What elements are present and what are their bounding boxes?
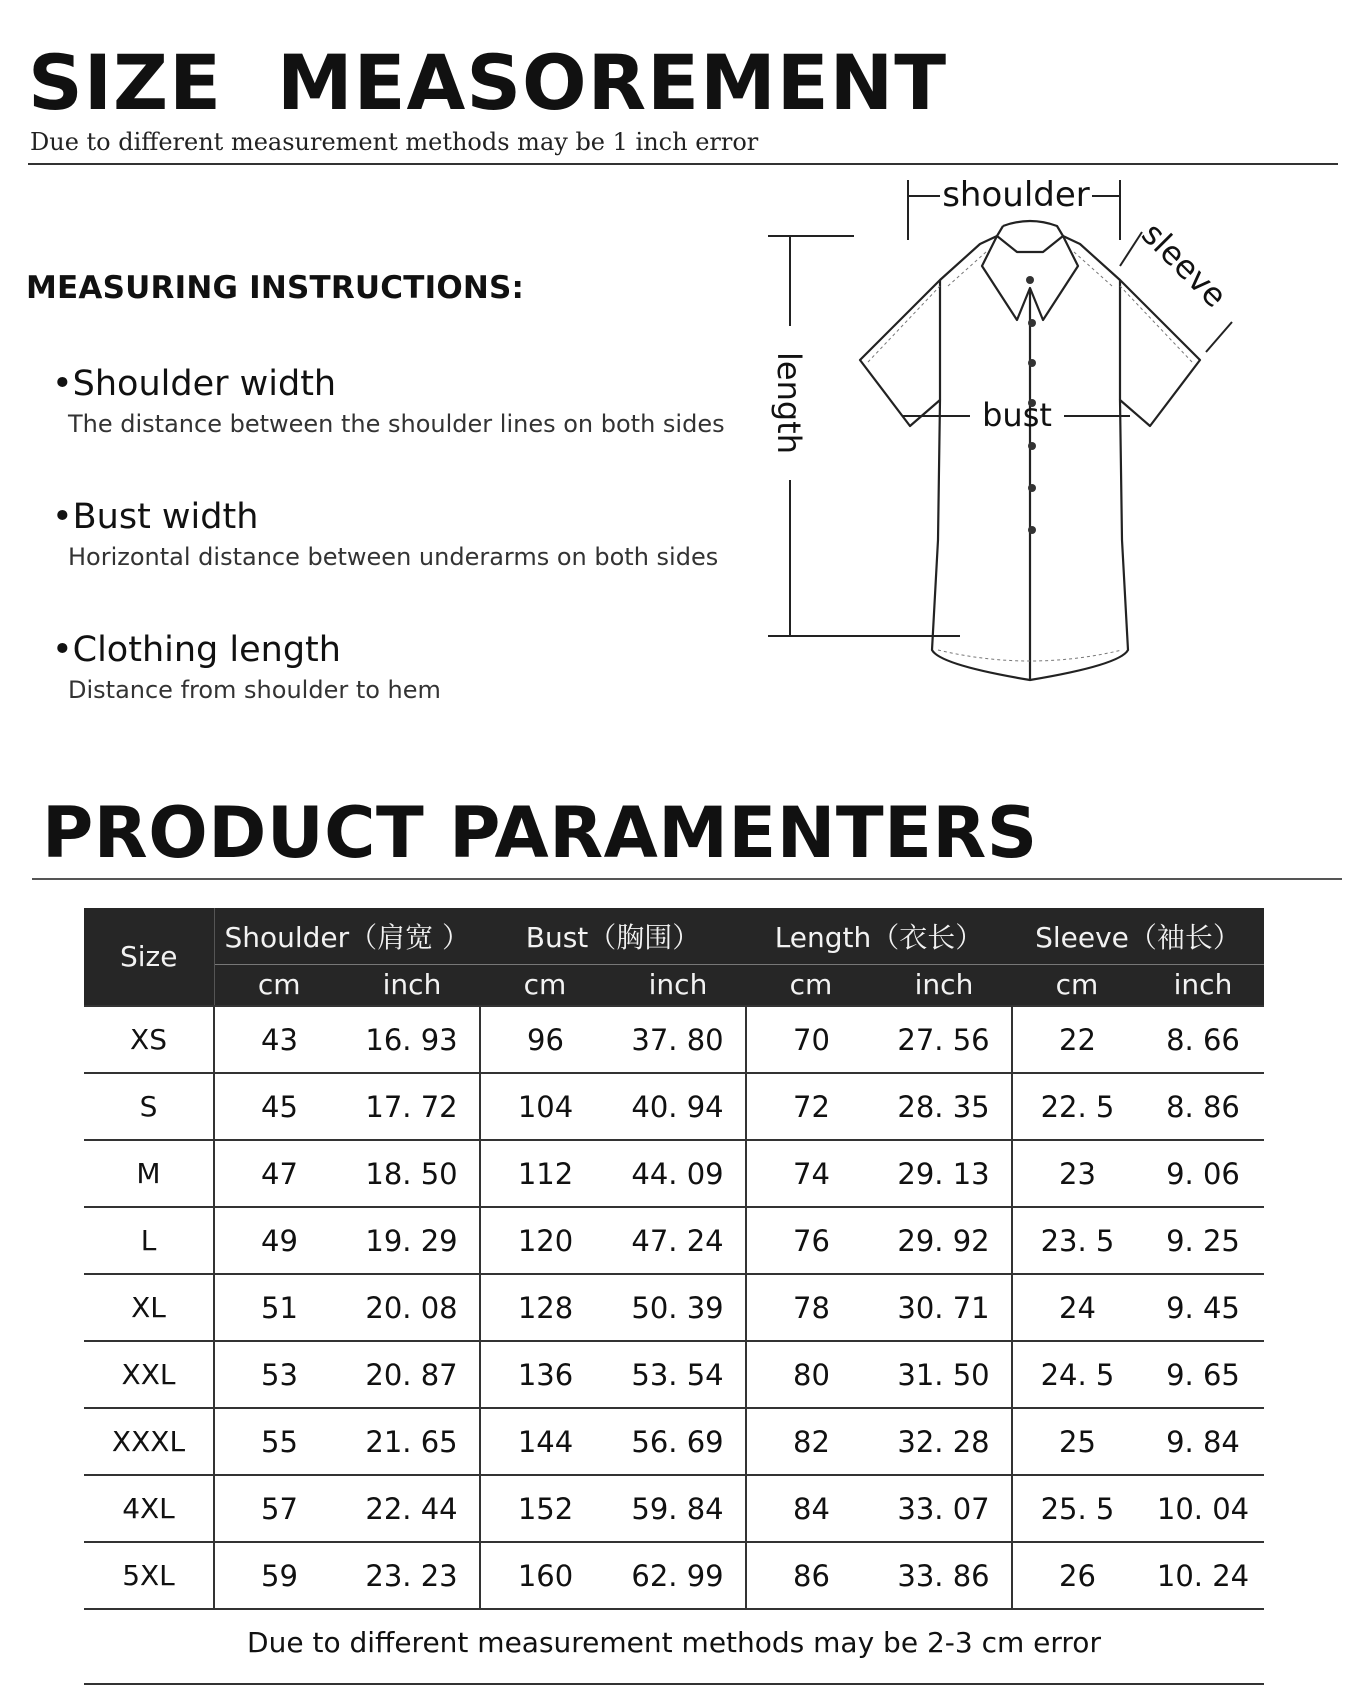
- size-cell: 4XL: [84, 1475, 214, 1542]
- sleeve-header: Sleeve（袖长）: [1012, 908, 1264, 964]
- instruction-bust: [52, 497, 718, 571]
- value-cell: 25. 5: [1012, 1475, 1142, 1542]
- divider: [84, 1683, 1264, 1685]
- divider: [28, 163, 1338, 165]
- value-cell: 59. 84: [610, 1475, 746, 1542]
- value-cell: 22: [1012, 1006, 1142, 1073]
- shirt-outline: [860, 221, 1200, 680]
- table-row: [84, 1006, 1264, 1073]
- table-row: [84, 1073, 1264, 1140]
- value-cell: 9. 84: [1142, 1408, 1264, 1475]
- value-cell: 28. 35: [876, 1073, 1012, 1140]
- size-cell: M: [84, 1140, 214, 1207]
- value-cell: 21. 65: [344, 1408, 480, 1475]
- size-cell: XS: [84, 1006, 214, 1073]
- table-error-note: Due to different measurement methods may be 2-3 cm error: [247, 1626, 1101, 1659]
- value-cell: 53. 54: [610, 1341, 746, 1408]
- unit-header: inch: [610, 964, 746, 1006]
- table-row: [84, 1542, 1264, 1609]
- size-cell: XXXL: [84, 1408, 214, 1475]
- value-cell: 51: [214, 1274, 344, 1341]
- value-cell: 40. 94: [610, 1073, 746, 1140]
- value-cell: 50. 39: [610, 1274, 746, 1341]
- value-cell: 160: [480, 1542, 610, 1609]
- value-cell: 20. 87: [344, 1341, 480, 1408]
- value-cell: 9. 45: [1142, 1274, 1264, 1341]
- shoulder-label: shoulder: [942, 175, 1090, 215]
- value-cell: 30. 71: [876, 1274, 1012, 1341]
- sleeve-label: sleeve: [1134, 214, 1235, 315]
- value-cell: 16. 93: [344, 1006, 480, 1073]
- instruction-name: •Shoulder width: [52, 364, 337, 404]
- unit-header: cm: [1012, 964, 1142, 1006]
- instruction-name: •Clothing length: [52, 630, 341, 670]
- value-cell: 44. 09: [610, 1140, 746, 1207]
- value-cell: 37. 80: [610, 1006, 746, 1073]
- value-cell: 49: [214, 1207, 344, 1274]
- size-cell: XL: [84, 1274, 214, 1341]
- size-column-header: Size: [84, 908, 214, 1006]
- value-cell: 33. 07: [876, 1475, 1012, 1542]
- size-cell: XXL: [84, 1341, 214, 1408]
- value-cell: 86: [746, 1542, 876, 1609]
- unit-header: inch: [876, 964, 1012, 1006]
- value-cell: 22. 5: [1012, 1073, 1142, 1140]
- value-cell: 23: [1012, 1140, 1142, 1207]
- value-cell: 82: [746, 1408, 876, 1475]
- value-cell: 9. 65: [1142, 1341, 1264, 1408]
- size-chart-table: [84, 908, 1264, 1610]
- value-cell: 74: [746, 1140, 876, 1207]
- length-label: length: [770, 352, 808, 454]
- value-cell: 56. 69: [610, 1408, 746, 1475]
- length-header: Length（衣长）: [746, 908, 1012, 964]
- value-cell: 152: [480, 1475, 610, 1542]
- measurement-error-note: Due to different measurement methods may be 1 inch error: [30, 128, 759, 156]
- table-row: [84, 1341, 1264, 1408]
- value-cell: 144: [480, 1408, 610, 1475]
- value-cell: 31. 50: [876, 1341, 1012, 1408]
- value-cell: 8. 86: [1142, 1073, 1264, 1140]
- value-cell: 78: [746, 1274, 876, 1341]
- value-cell: 23. 23: [344, 1542, 480, 1609]
- instruction-length: [52, 630, 441, 704]
- value-cell: 22. 44: [344, 1475, 480, 1542]
- value-cell: 47: [214, 1140, 344, 1207]
- value-cell: 17. 72: [344, 1073, 480, 1140]
- value-cell: 43: [214, 1006, 344, 1073]
- divider: [32, 878, 1342, 880]
- value-cell: 72: [746, 1073, 876, 1140]
- bust-label: bust: [982, 396, 1052, 434]
- size-cell: 5XL: [84, 1542, 214, 1609]
- bust-header: Bust（胸围）: [480, 908, 746, 964]
- value-cell: 10. 24: [1142, 1542, 1264, 1609]
- value-cell: 104: [480, 1073, 610, 1140]
- value-cell: 20. 08: [344, 1274, 480, 1341]
- value-cell: 76: [746, 1207, 876, 1274]
- instruction-name: •Bust width: [52, 497, 259, 537]
- value-cell: 70: [746, 1006, 876, 1073]
- table-row: [84, 1408, 1264, 1475]
- unit-header: inch: [344, 964, 480, 1006]
- value-cell: 32. 28: [876, 1408, 1012, 1475]
- value-cell: 128: [480, 1274, 610, 1341]
- size-cell: L: [84, 1207, 214, 1274]
- value-cell: 8. 66: [1142, 1006, 1264, 1073]
- table-row: [84, 1140, 1264, 1207]
- value-cell: 57: [214, 1475, 344, 1542]
- value-cell: 59: [214, 1542, 344, 1609]
- value-cell: 53: [214, 1341, 344, 1408]
- unit-header: cm: [480, 964, 610, 1006]
- shoulder-header: Shoulder（肩宽 ）: [214, 908, 480, 964]
- table-row: [84, 1475, 1264, 1542]
- value-cell: 55: [214, 1408, 344, 1475]
- page-title: SIZE MEASOREMENT: [28, 38, 948, 127]
- instruction-shoulder: [52, 364, 725, 438]
- table-row: [84, 1207, 1264, 1274]
- value-cell: 24: [1012, 1274, 1142, 1341]
- value-cell: 84: [746, 1475, 876, 1542]
- value-cell: 120: [480, 1207, 610, 1274]
- unit-header: inch: [1142, 964, 1264, 1006]
- value-cell: 47. 24: [610, 1207, 746, 1274]
- value-cell: 62. 99: [610, 1542, 746, 1609]
- value-cell: 136: [480, 1341, 610, 1408]
- instruction-desc: The distance between the shoulder lines on both sides: [68, 410, 725, 438]
- value-cell: 29. 13: [876, 1140, 1012, 1207]
- value-cell: 96: [480, 1006, 610, 1073]
- instructions-heading: MEASURING INSTRUCTIONS:: [26, 270, 525, 306]
- value-cell: 9. 06: [1142, 1140, 1264, 1207]
- value-cell: 18. 50: [344, 1140, 480, 1207]
- value-cell: 23. 5: [1012, 1207, 1142, 1274]
- value-cell: 45: [214, 1073, 344, 1140]
- size-cell: S: [84, 1073, 214, 1140]
- instruction-desc: Distance from shoulder to hem: [68, 676, 441, 704]
- value-cell: 19. 29: [344, 1207, 480, 1274]
- value-cell: 112: [480, 1140, 610, 1207]
- section-title: PRODUCT PARAMENTERS: [42, 792, 1038, 874]
- value-cell: 27. 56: [876, 1006, 1012, 1073]
- value-cell: 29. 92: [876, 1207, 1012, 1274]
- value-cell: 26: [1012, 1542, 1142, 1609]
- value-cell: 33. 86: [876, 1542, 1012, 1609]
- value-cell: 25: [1012, 1408, 1142, 1475]
- instruction-desc: Horizontal distance between underarms on both sides: [68, 543, 719, 571]
- value-cell: 9. 25: [1142, 1207, 1264, 1274]
- value-cell: 80: [746, 1341, 876, 1408]
- table-row: [84, 1274, 1264, 1341]
- unit-header: cm: [746, 964, 876, 1006]
- value-cell: 24. 5: [1012, 1341, 1142, 1408]
- unit-header: cm: [214, 964, 344, 1006]
- shirt-measurement-diagram: [770, 175, 1350, 700]
- value-cell: 10. 04: [1142, 1475, 1264, 1542]
